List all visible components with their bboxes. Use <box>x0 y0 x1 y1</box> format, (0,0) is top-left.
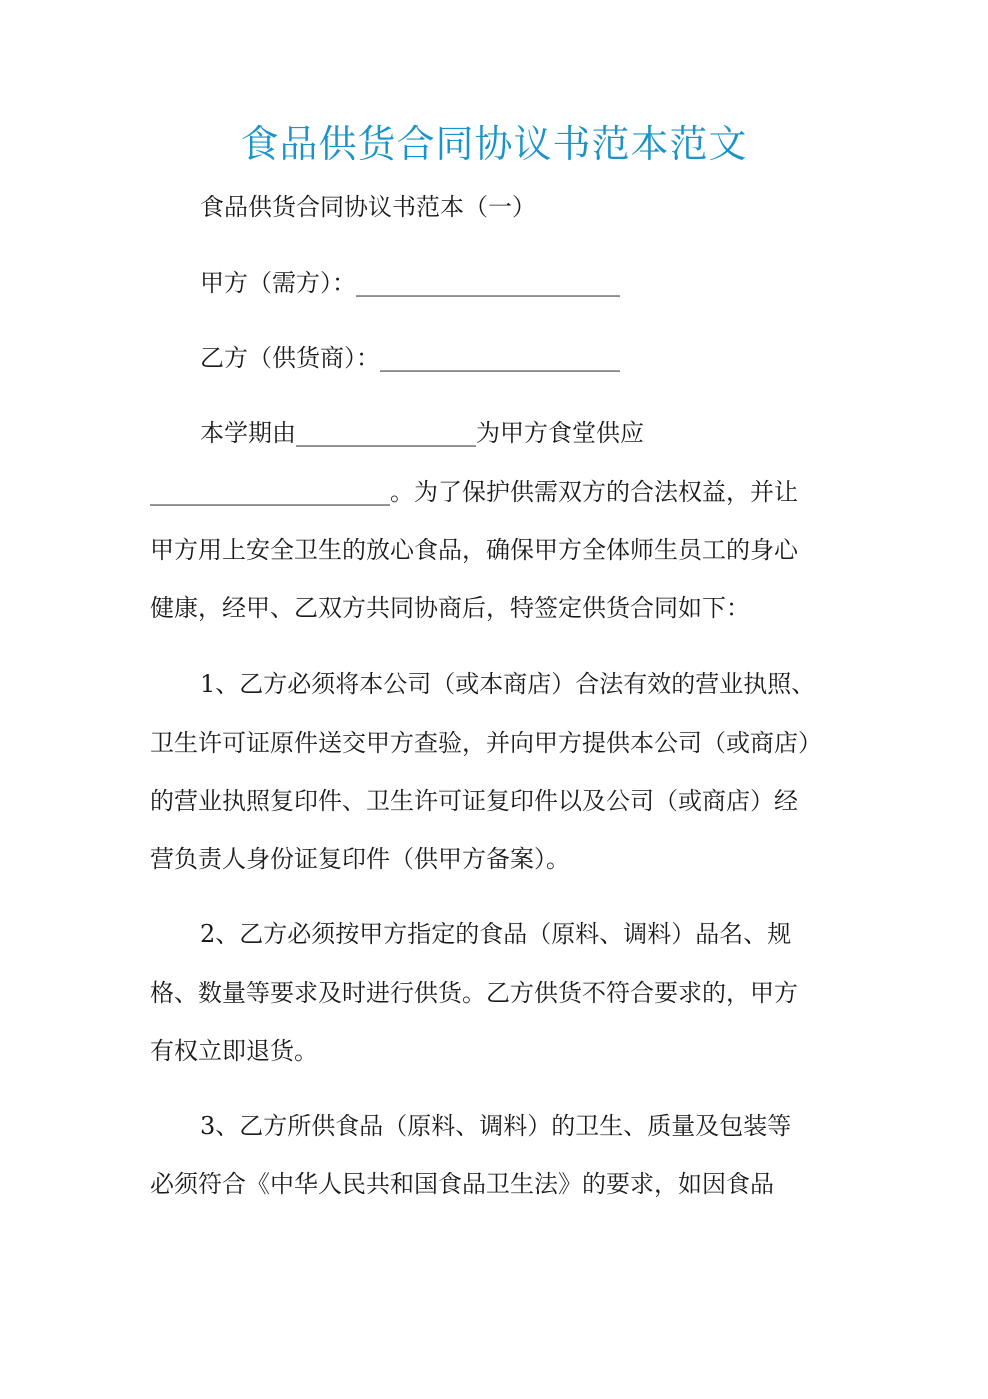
intro-line-3: 甲方用上安全卫生的放心食品，确保甲方全体师生员工的身心 <box>150 536 798 564</box>
clause-1-line-4: 营负责人身份证复印件（供甲方备案）。 <box>150 845 570 873</box>
clause-1-line-1: 1、乙方必须将本公司（或本商店）合法有效的营业执照、 <box>200 670 816 698</box>
intro-line-2: ____________________。为了保护供需双方的合法权益，并让 <box>150 478 798 506</box>
clause-2-line-2: 格、数量等要求及时进行供货。乙方供货不符合要求的，甲方 <box>150 979 798 1007</box>
clause-2-line-3: 有权立即退货。 <box>150 1037 318 1065</box>
document-title: 食品供货合同协议书范本范文 <box>240 122 748 166</box>
party-b-line: 乙方（供货商）：____________________ <box>200 344 620 372</box>
subtitle: 食品供货合同协议书范本（一） <box>200 193 536 221</box>
clause-3-line-2: 必须符合《中华人民共和国食品卫生法》的要求，如因食品 <box>150 1170 774 1198</box>
clause-2-line-1: 2、乙方必须按甲方指定的食品（原料、调料）品名、规 <box>200 920 792 948</box>
party-a-line: 甲方（需方）：______________________ <box>200 269 620 297</box>
clause-1-line-3: 的营业执照复印件、卫生许可证复印件以及公司（或商店）经 <box>150 787 798 815</box>
intro-line-4: 健康，经甲、乙双方共同协商后，特签定供货合同如下： <box>150 594 750 622</box>
clause-1-line-2: 卫生许可证原件送交甲方查验，并向甲方提供本公司（或商店） <box>150 729 822 757</box>
intro-line-1: 本学期由_______________为甲方食堂供应 <box>200 419 644 447</box>
clause-3-line-1: 3、乙方所供食品（原料、调料）的卫生、质量及包装等 <box>200 1112 792 1140</box>
